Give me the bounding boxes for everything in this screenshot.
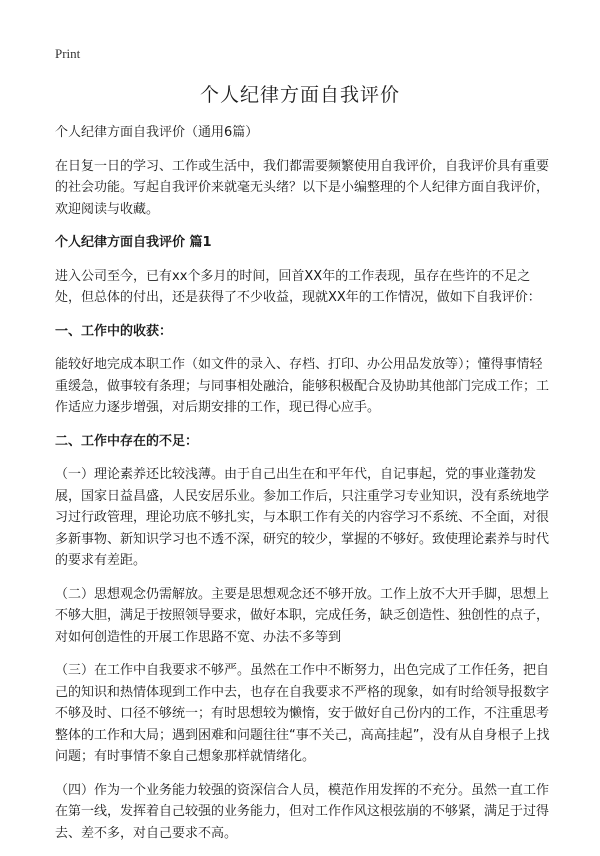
heading-gains: 一、工作中的收获：	[55, 323, 173, 339]
shortcoming-paragraph-1: （一）理论素养还比较浅薄。由于自己出生在和平年代，自记事起，党的事业蓬勃发展，国家日益昌盛，人民安居乐业。参加工作后，只注重学习专业知识，没有系统地学习过行政管理，理论功底不够扎实，与本职工作有关的内容学习不系统、不全面，对很多新事物、新知识学习也不透不深，研究的较少，掌握的不够好。致使理论素养与时代的要求有差距。	[55, 467, 550, 568]
section-intro-paragraph: 进入公司至今，已有xx个多月的时间，回首XX年的工作表现，虽存在些许的不足之处，但总体的付出，还是获得了不少收益，现就XX年的工作情况，做如下自我评价：	[55, 268, 541, 305]
document-subtitle: 个人纪律方面自我评价（通用6篇）	[55, 125, 259, 140]
print-label: Print	[55, 46, 81, 61]
gains-paragraph: 能较好地完成本职工作（如文件的录入、存档、打印、办公用品发放等）；懂得事情轻重缓急，做事较有条理；与同事相处融洽，能够积极配合及协助其他部门完成工作；工作适应力逐步增强，对后期安排的工作，现已得心应手。	[55, 357, 550, 415]
shortcoming-paragraph-2: （二）思想观念仍需解放。主要是思想观念还不够开放。工作上放不大开手脚，思想上不够大胆，满足于按照领导要求，做好本职，完成任务，缺乏创造性、独创性的点子，对如何创造性的开展工作思路不宽、办法不多等到	[55, 586, 550, 645]
shortcoming-paragraph-3: （三）在工作中自我要求不够严。虽然在工作中不断努力，出色完成了工作任务，把自己的知识和热情体现到工作中去，也存在自我要求不严格的现象，如有时给领导报数字不够及时、口径不够统一；有时思想较为懒惰，安于做好自己份内的工作，不注重思考整体的工作和大局；遇到困难和问题往往“事不关己，高高挂起”，没有从自身根子上找问题；有时事情不象自己想象那样就情绪化。	[55, 663, 550, 764]
section-title: 个人纪律方面自我评价 篇1	[55, 235, 212, 250]
heading-shortcomings: 二、工作中存在的不足：	[55, 433, 199, 449]
shortcoming-paragraph-4: （四）作为一个业务能力较强的资深信合人员，模范作用发挥的不充分。虽然一直工作在第一线，发挥着自己较强的业务能力，但对工作作风这根弦崩的不够紧，满足于过得去、差不多，对自己要求不高。	[55, 782, 550, 841]
intro-paragraph: 在日复一日的学习、工作或生活中，我们都需要频繁使用自我评价，自我评价具有重要的社会功能。写起自我评价来就毫无头绪？以下是小编整理的个人纪律方面自我评价，欢迎阅读与收藏。	[55, 158, 550, 217]
document-title: 个人纪律方面自我评价	[199, 84, 400, 106]
document-body	[55, 122, 553, 856]
